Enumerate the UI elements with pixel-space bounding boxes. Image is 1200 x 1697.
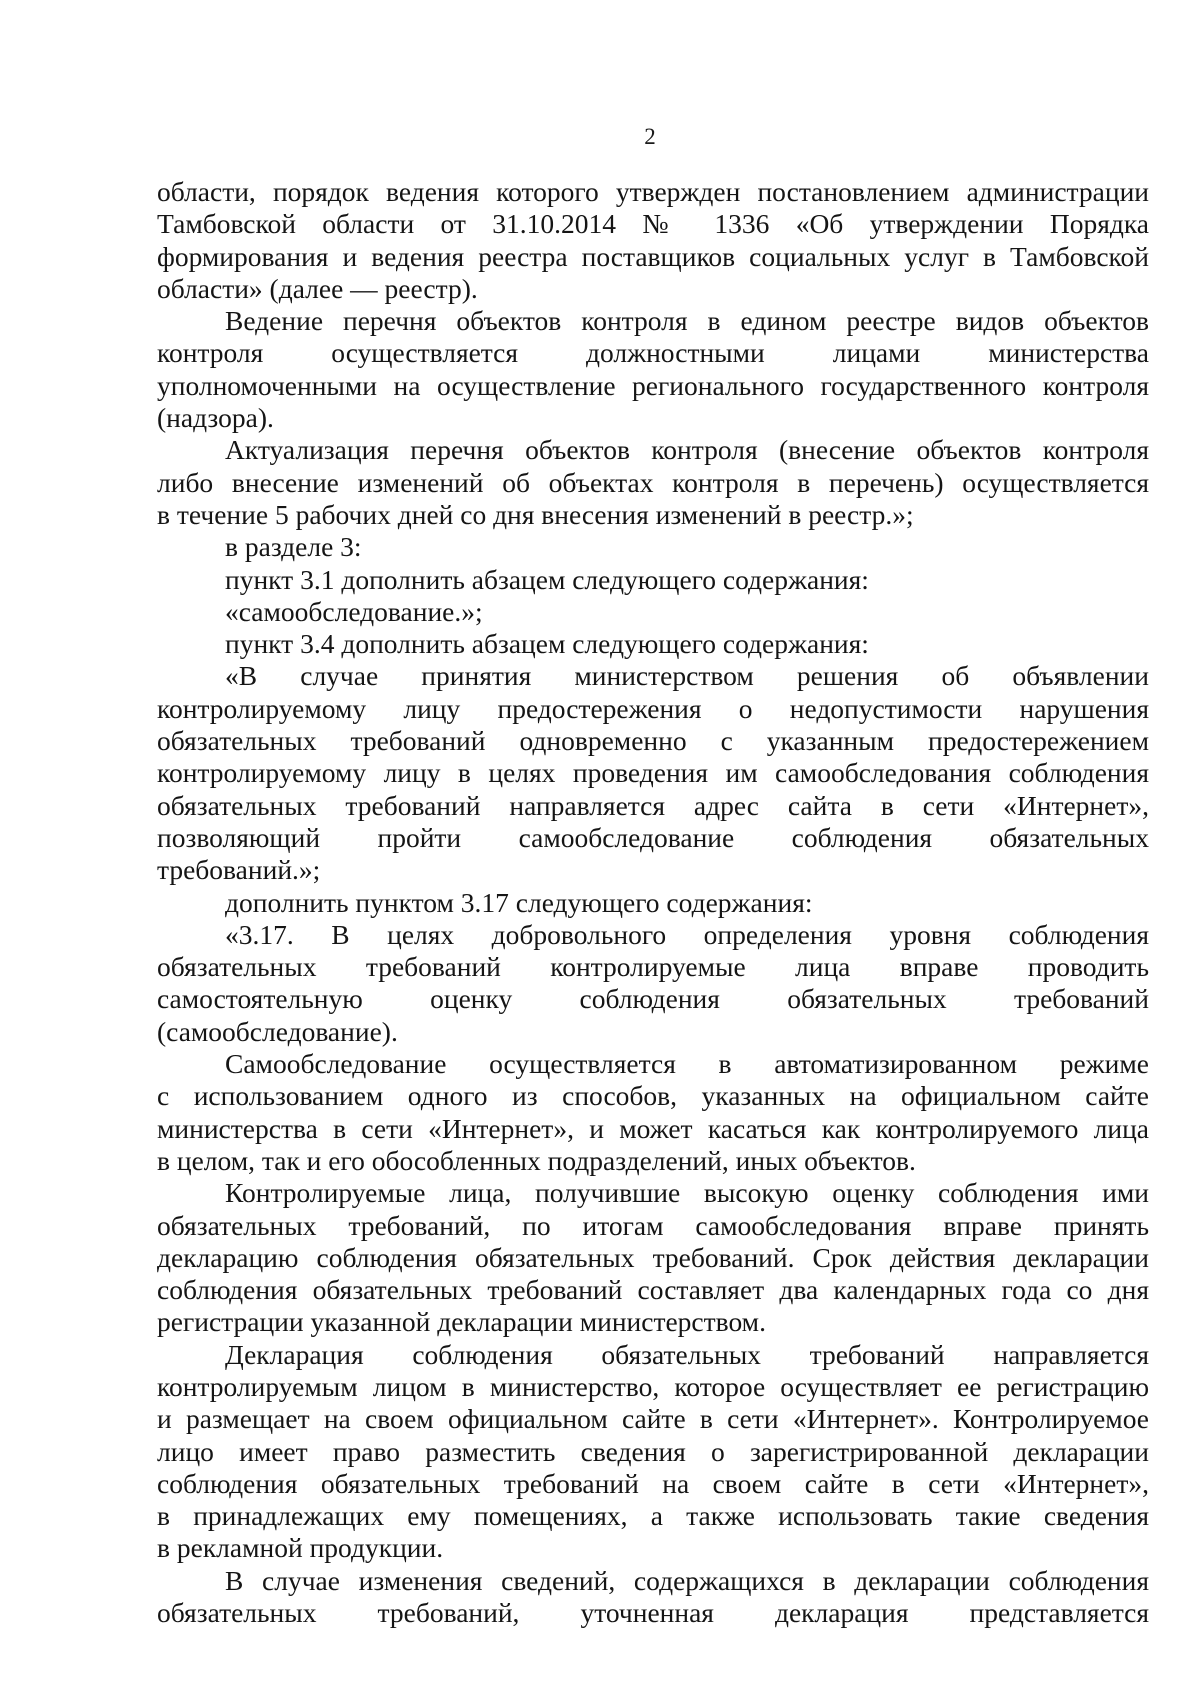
text-line: лицо имеет право разместить сведения о зарегистрированной декларации (157, 1435, 1149, 1467)
text-line: в разделе 3: (225, 531, 362, 563)
page-number: 2 (644, 124, 656, 149)
text-line: либо внесение изменений об объектах контроля в перечень) осуществляется (157, 466, 1149, 498)
text-line: контролируемому лицу предостережения о недопустимости нарушения (157, 692, 1149, 724)
text-line: «самообследование.»; (225, 595, 483, 627)
text-line: соблюдения обязательных требований составляет два календарных года со дня (157, 1274, 1149, 1306)
text-line: обязательных требований контролируемые лица вправе проводить (157, 951, 1149, 983)
text-line: Контролируемые лица, получившие высокую оценку соблюдения ими (225, 1177, 1149, 1209)
text-line: уполномоченными на осуществление регионального государственного контроля (157, 369, 1149, 401)
text-line: требований.»; (157, 854, 321, 886)
text-line: контроля осуществляется должностными лицами министерства (157, 337, 1149, 369)
text-line: в рекламной продукции. (157, 1532, 444, 1564)
text-line: (надзора). (157, 402, 274, 434)
text-line: обязательных требований, по итогам самообследования вправе принять (157, 1209, 1149, 1241)
text-line: соблюдения обязательных требований на своем сайте в сети «Интернет», (157, 1467, 1149, 1499)
text-line: с использованием одного из способов, указанных на официальном сайте (157, 1080, 1149, 1112)
text-line: министерства в сети «Интернет», и может касаться как контролируемого лица (157, 1112, 1149, 1144)
text-line: (самообследование). (157, 1015, 398, 1047)
document-body (157, 176, 1149, 1629)
text-line: в течение 5 рабочих дней со дня внесения изменений в реестр.»; (157, 498, 914, 530)
text-line: и размещает на своем официальном сайте в сети «Интернет». Контролируемое (157, 1403, 1149, 1435)
text-line: Ведение перечня объектов контроля в едином реестре видов объектов (225, 305, 1149, 337)
text-line: формирования и ведения реестра поставщиков социальных услуг в Тамбовской (157, 240, 1149, 272)
text-line: Актуализация перечня объектов контроля (внесение объектов контроля (225, 434, 1149, 466)
text-line: позволяющий пройти самообследование соблюдения обязательных (157, 821, 1149, 853)
text-line: области, порядок ведения которого утвержден постановлением администрации (157, 176, 1149, 207)
text-line: контролируемому лицу в целях проведения им самообследования соблюдения (157, 757, 1149, 789)
text-line: самостоятельную оценку соблюдения обязательных требований (157, 983, 1149, 1015)
text-line: в целом, так и его обособленных подразделений, иных объектов. (157, 1144, 916, 1176)
text-line: Декларация соблюдения обязательных требований направляется (225, 1338, 1149, 1370)
text-line: Тамбовской области от 31.10.2014 № 1336 «Об утверждении Порядка (157, 208, 1149, 240)
text-line: в принадлежащих ему помещениях, а также использовать такие сведения (157, 1500, 1149, 1532)
text-line: обязательных требований направляется адрес сайта в сети «Интернет», (157, 789, 1149, 821)
text-line: «В случае принятия министерством решения об объявлении (225, 660, 1149, 692)
text-line: пункт 3.4 дополнить абзацем следующего содержания: (225, 628, 869, 660)
text-line: В случае изменения сведений, содержащихся в декларации соблюдения (225, 1564, 1149, 1596)
text-line: Самообследование осуществляется в автоматизированном режиме (225, 1048, 1149, 1080)
text-line: области» (далее — реестр). (157, 272, 478, 304)
text-line: пункт 3.1 дополнить абзацем следующего содержания: (225, 563, 869, 595)
text-line: дополнить пунктом 3.17 следующего содержания: (225, 886, 813, 918)
text-line: контролируемым лицом в министерство, которое осуществляет ее регистрацию (157, 1370, 1149, 1402)
text-line: «3.17. В целях добровольного определения уровня соблюдения (225, 918, 1149, 950)
text-line: обязательных требований, уточненная декларация представляется (157, 1597, 1149, 1629)
text-line: декларацию соблюдения обязательных требований. Срок действия декларации (157, 1241, 1149, 1273)
text-line: регистрации указанной декларации министерством. (157, 1306, 766, 1338)
text-line: обязательных требований одновременно с указанным предостережением (157, 725, 1149, 757)
